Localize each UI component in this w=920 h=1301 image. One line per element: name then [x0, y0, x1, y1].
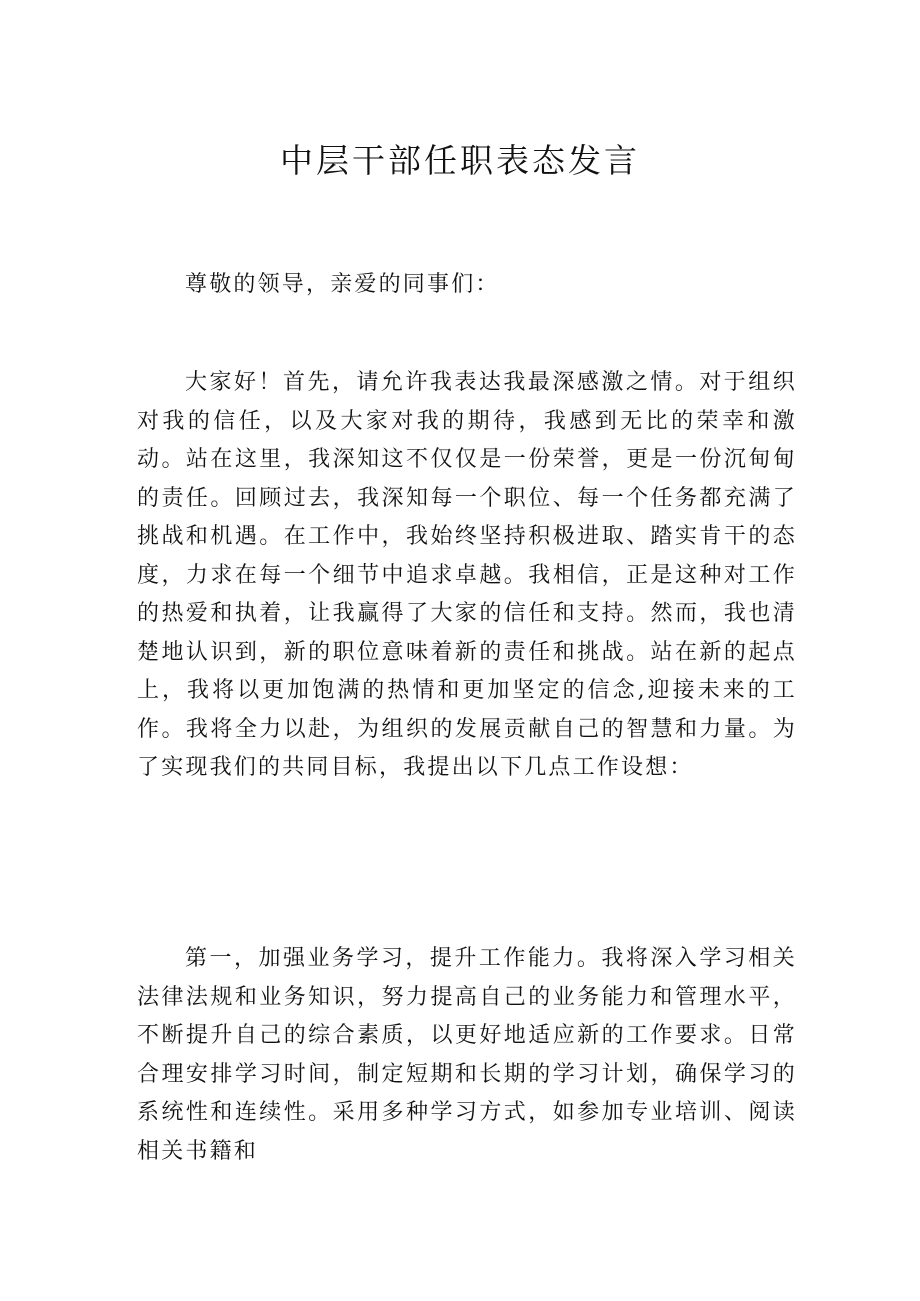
- paragraph-first-point: 第一，加强业务学习，提升工作能力。我将深入学习相关法律法规和业务知识，努力提高自己的业务能力和管理水平，不断提升自己的综合素质，以更好地适应新的工作要求。日常合理安排学习时间，制定短期和长期的学习计划，确保学习的系统性和连续性。采用多种学习方式，如参加专业培训、阅读相关书籍和: [137, 946, 797, 1164]
- document-title: 中层干部任职表态发言: [280, 141, 640, 180]
- paragraph-intro: 大家好！首先，请允许我表达我最深感激之情。对于组织对我的信任，以及大家对我的期待，我感到无比的荣幸和激动。站在这里，我深知这不仅仅是一份荣誉，更是一份沉甸甸的责任。回顾过去，我深知每一个职位、每一个任务都充满了挑战和机遇。在工作中，我始终坚持积极进取、踏实肯干的态度，力求在每一个细节中追求卓越。我相信，正是这种对工作的热爱和执着，让我赢得了大家的信任和支持。然而，我也清楚地认识到，新的职位意味着新的责任和挑战。站在新的起点上，我将以更加饱满的热情和更加坚定的信念,迎接未来的工作。我将全力以赴，为组织的发展贡献自己的智慧和力量。为了实现我们的共同目标，我提出以下几点工作设想：: [137, 370, 797, 780]
- salutation: 尊敬的领导，亲爱的同事们：: [185, 272, 500, 297]
